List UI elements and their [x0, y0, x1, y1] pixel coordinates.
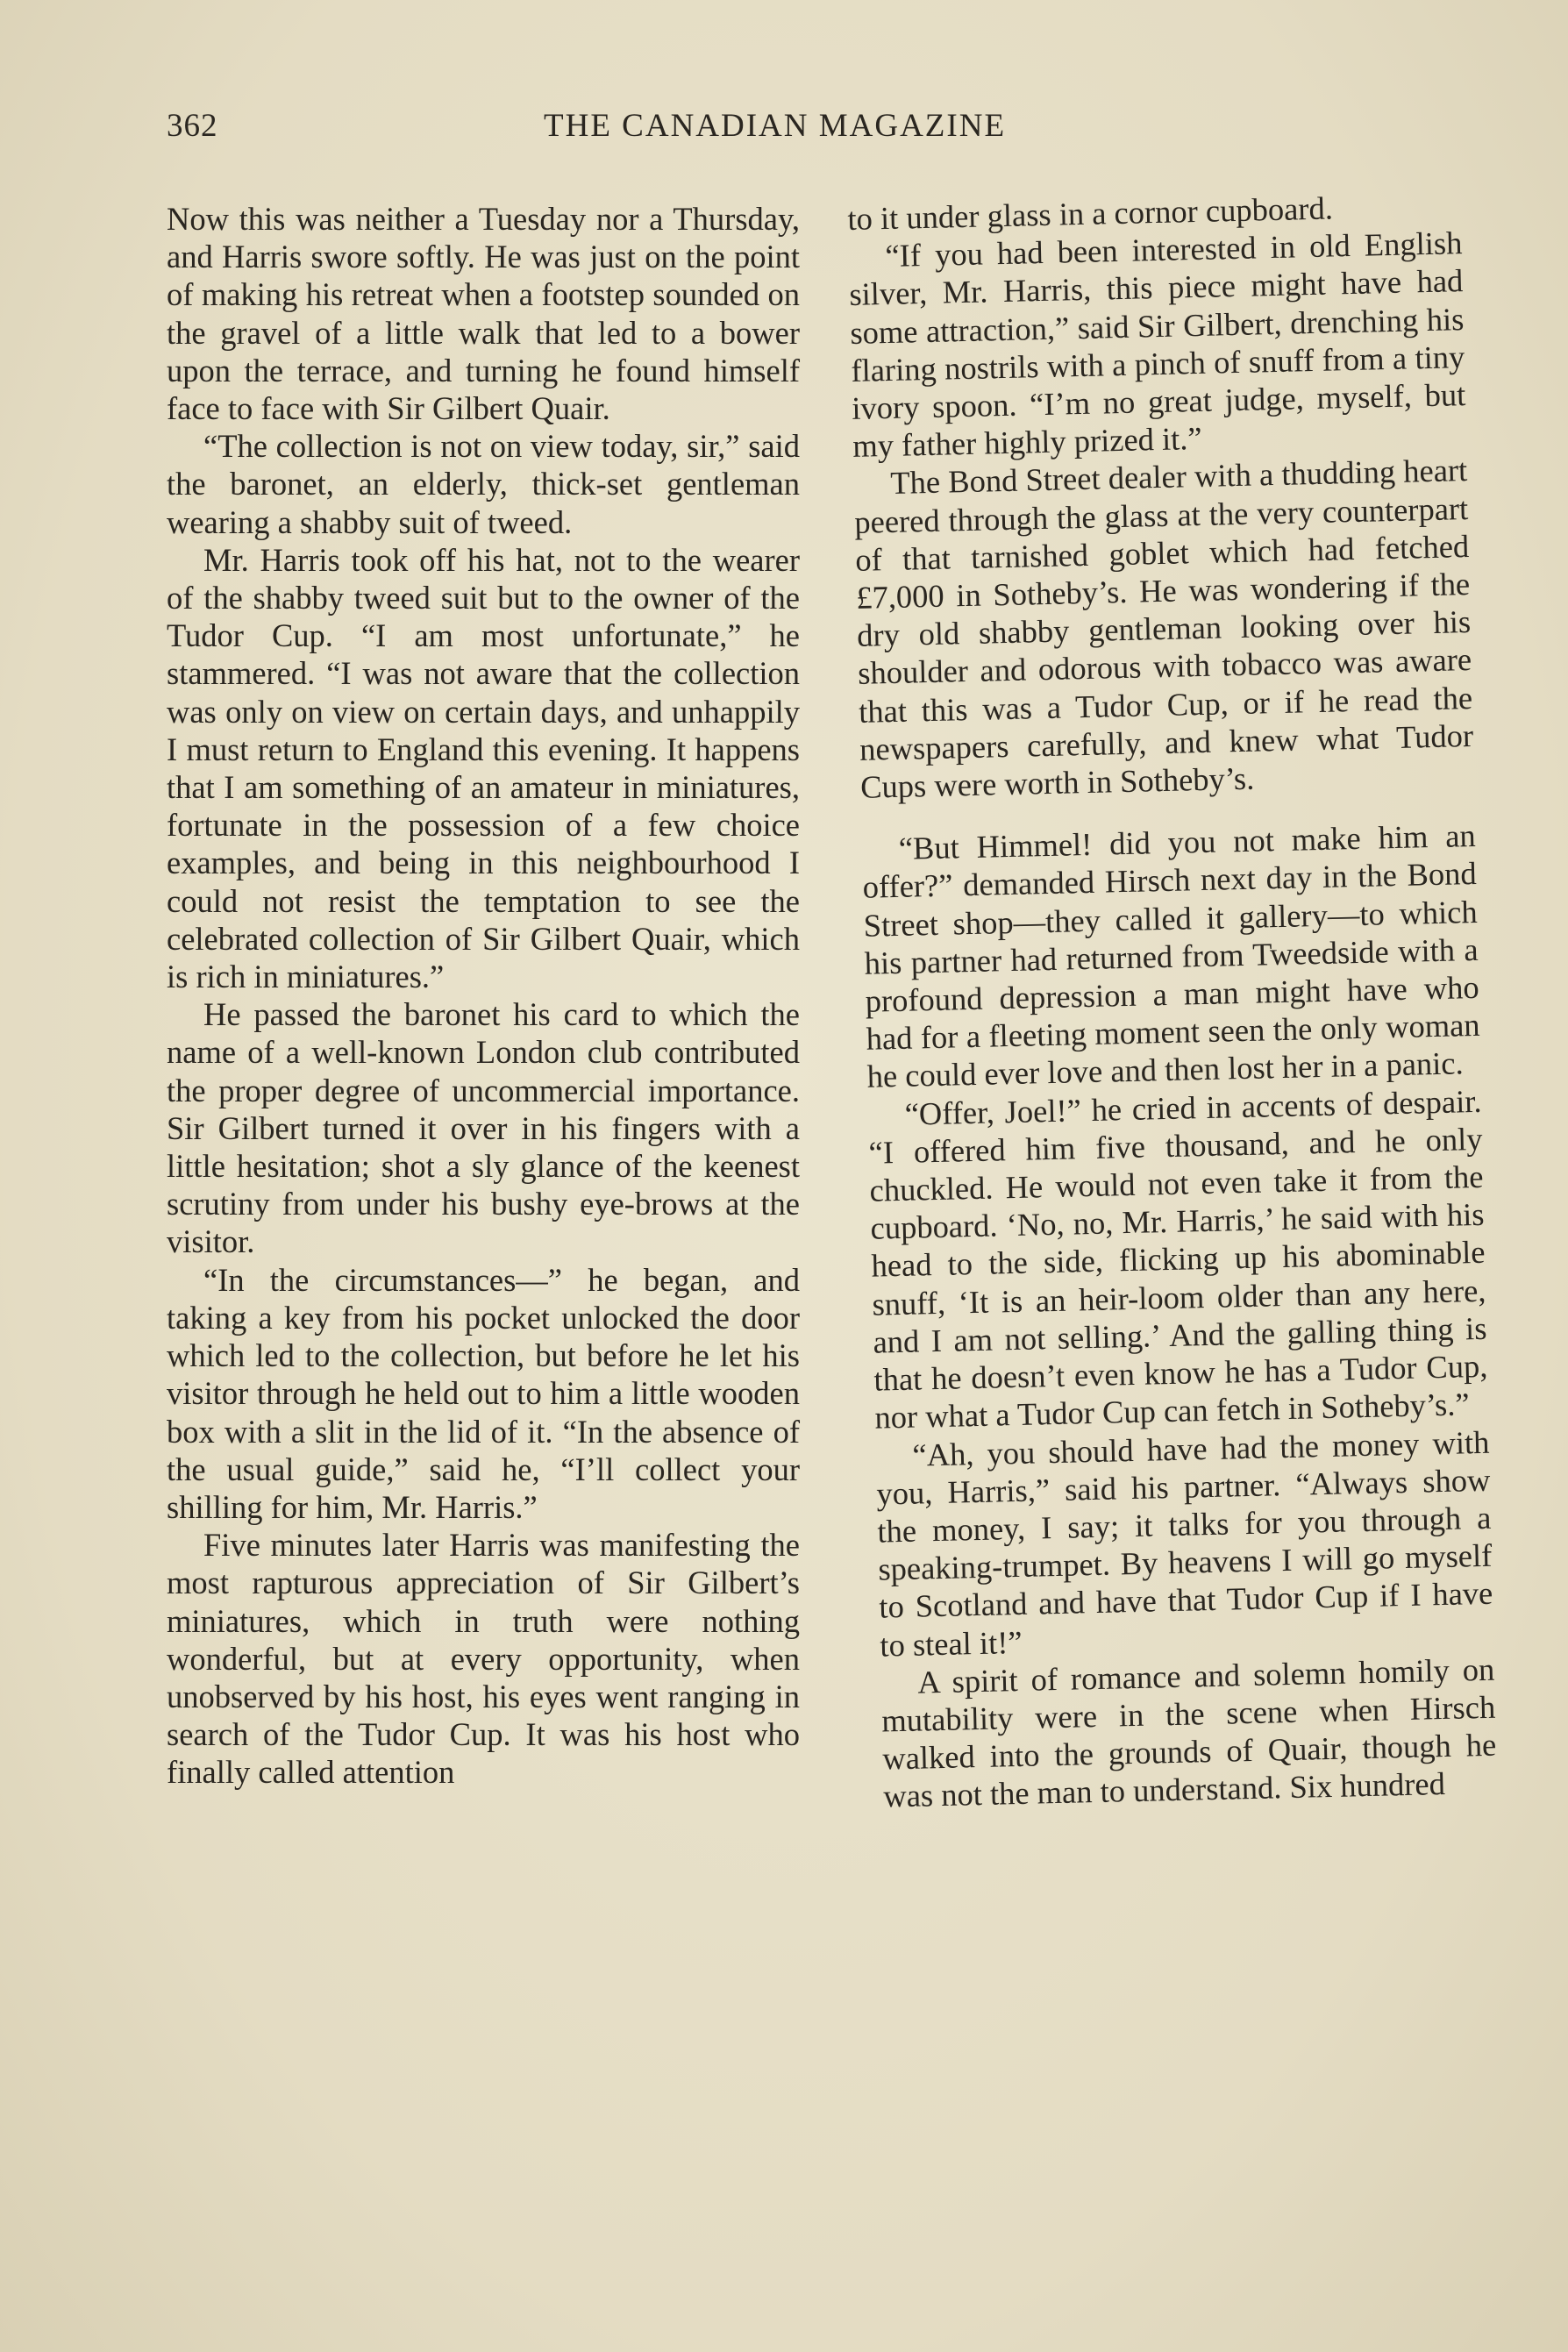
- paragraph: “Ah, you should have had the money with you, Harris,” said his partner. “Always show the money, I say; it talks for you through a speaking-trumpet. By heavens I will go myself to Scotland and have that Tudor Cup if I have to steal it!”: [876, 1423, 1493, 1664]
- right-column: [847, 186, 1498, 1815]
- paragraph: The Bond Street dealer with a thudding heart peered through the glass at the very counterpart of that tarnished goblet which had fetched £7,000 in Sotheby’s. He was wondering if the dry old shabby gentleman looking over his shoulder and odorous with tobacco was aware that this was a Tudor Cup, or if he read the newspapers carefully, and knew what Tudor Cups were worth in Sotheby’s.: [853, 452, 1474, 805]
- paragraph: Now this was neither a Tuesday nor a Thursday, and Harris swore softly. He was just on the point of making his retreat when a footstep sounded on the gravel of a little walk that led to a bower upon the terrace, and turning he found himself face to face with Sir Gilbert Quair.: [167, 201, 800, 427]
- paragraph: Mr. Harris took off his hat, not to the wearer of the shabby tweed suit but to the owner of the Tudor Cup. “I am most unfortunate,” he stammered. “I was not aware that the collection was only on view on certain days, and unhappily I must return to England this evening. It happens that I am something of an amateur in miniatures, fortunate in the possession of a few choice examples, and being in this neighbourhood I could not resist the temptation to see the celebrated collection of Sir Gilbert Quair, which is rich in miniatures.”: [167, 541, 800, 995]
- page-number: 362: [167, 108, 218, 144]
- paragraph: “The collection is not on view today, sir,” said the baronet, an elderly, thick-set gentleman wearing a shabby suit of tweed.: [167, 428, 800, 540]
- paragraph: “If you had been interested in old English silver, Mr. Harris, this piece might have had some attraction,” said Sir Gilbert, drenching his flaring nostrils with a pinch of snuff from a tiny ivory spoon. “I’m no great judge, myself, but my father highly prized it.”: [848, 225, 1466, 465]
- paragraph: “Offer, Joel!” he cried in accents of despair. “I offered him five thousand, and he only chuckled. He would not even take it from the cupboard. ‘No, no, Mr. Harris,’ he said with his head to the side, flicking up his abominable snuff, ‘It is an heir-loom older than any here, and I am not selling.’ And the galling thing is that he doesn’t even know he has a Tudor Cup, nor what a Tudor Cup can fetch in Sotheby’s.”: [868, 1082, 1488, 1436]
- paragraph: “In the circumstances—” he began, and taking a key from his pocket unlocked the door which led to the collection, but before he let his visitor through he held out to him a little wooden box with a slit in the lid of it. “In the absence of the usual guide,” said he, “I’ll collect your shilling for him, Mr. Harris.”: [167, 1261, 800, 1525]
- running-head: [167, 107, 1087, 160]
- paragraph: “But Himmel! did you not make him an offer?” demanded Hirsch next day in the Bond Street shop—they called it gallery—to which his partner had returned from Tweedside with a profound depression a man might have who had for a fleeting moment seen the only woman he could ever love and then lost her in a panic.: [862, 817, 1480, 1095]
- magazine-title: THE CANADIAN MAGAZINE: [544, 108, 1007, 144]
- paragraph: to it under glass in a cornor cupboard.: [847, 189, 1334, 237]
- paragraph: Five minutes later Harris was manifesting the most rapturous appreciation of Sir Gilbert’s miniatures, which in truth were nothing wonderful, but at every opportunity, when unobserved by his host, his eyes went ranging in search of the Tudor Cup. It was his host who finally called attention: [167, 1527, 800, 1791]
- paragraph: He passed the baronet his card to which the name of a well-known London club contributed the proper degree of uncommercial importance. Sir Gilbert turned it over in his fingers with a little hesitation; shot a sly glance of the keenest scrutiny from under his bushy eye-brows at the visitor.: [167, 996, 800, 1260]
- paragraph: A spirit of romance and solemn homily on mutability were in the scene when Hirsch walked into the grounds of Quair, though he was not the man to understand. Six hundred: [880, 1650, 1497, 1814]
- left-column: [167, 200, 800, 1792]
